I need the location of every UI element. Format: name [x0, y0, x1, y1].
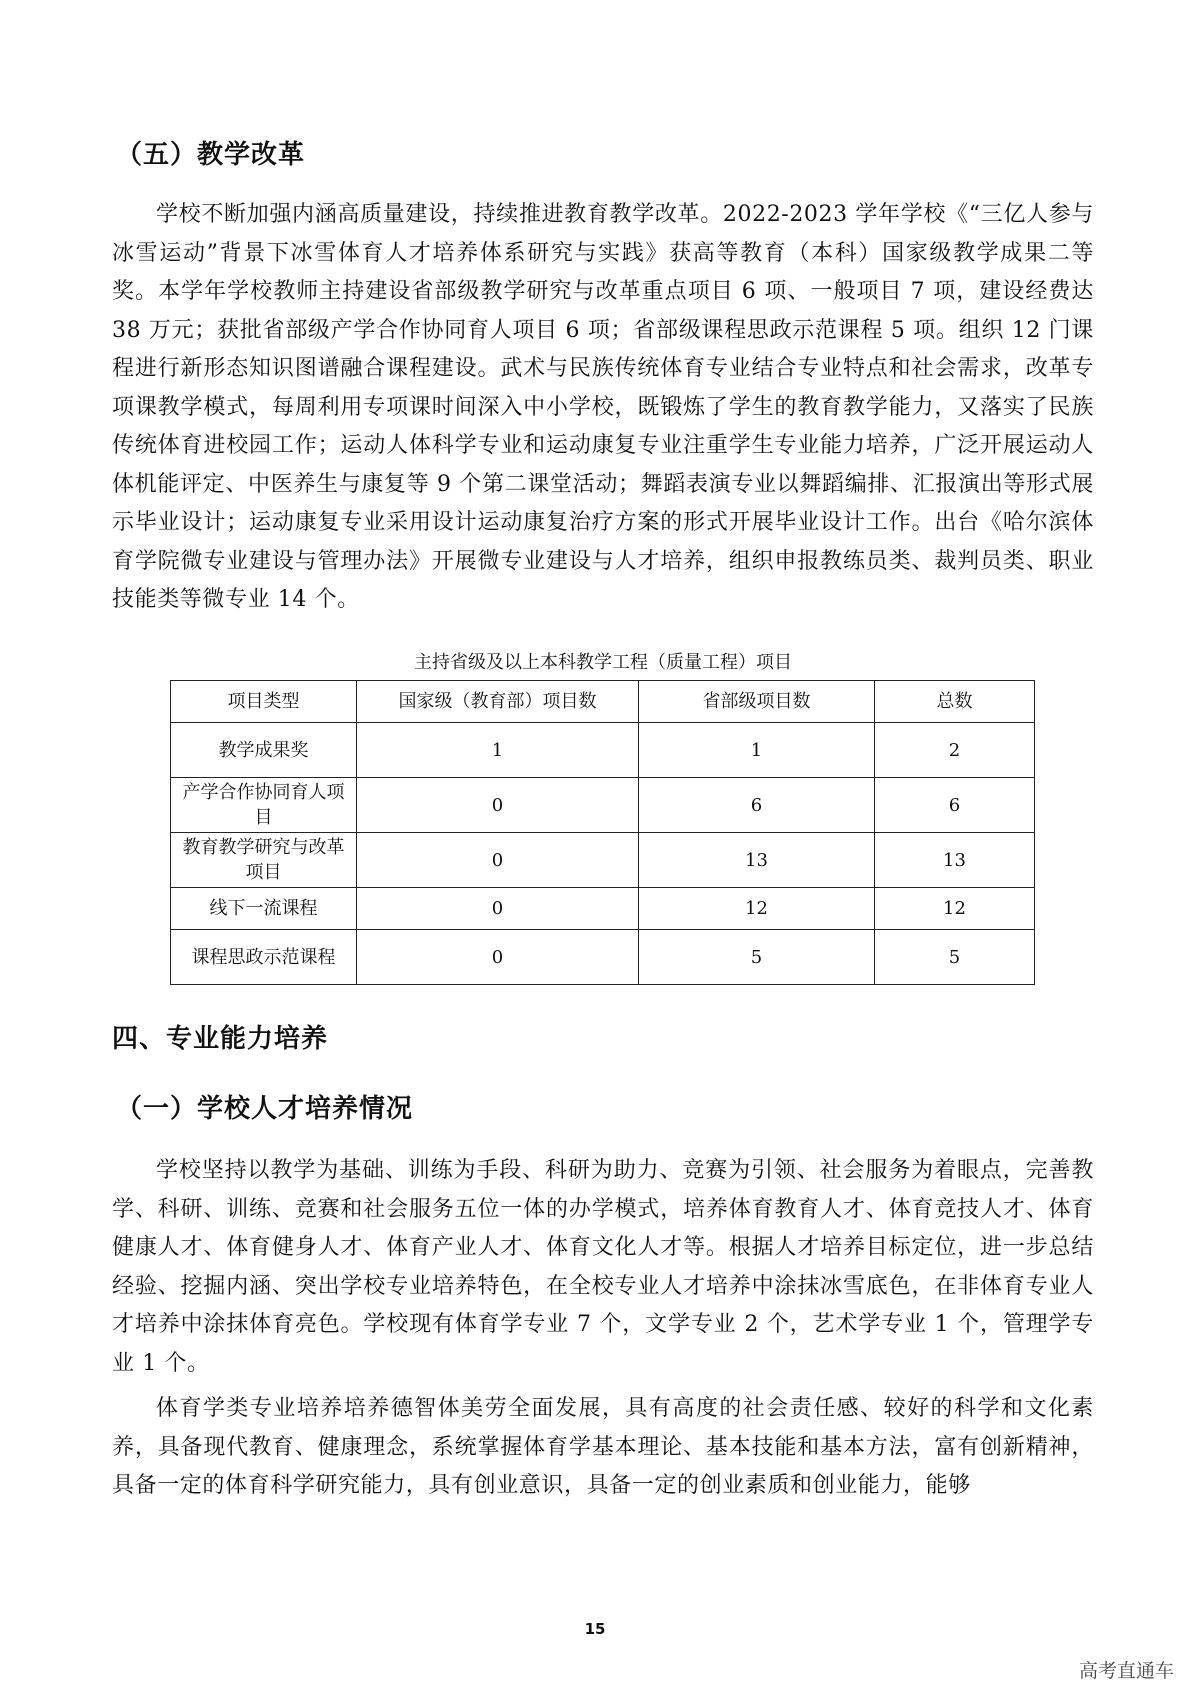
table-header-row [171, 681, 1035, 723]
table-row [171, 723, 1035, 778]
table-header-cell: 项目类型 [171, 681, 357, 723]
table-cell: 6 [875, 778, 1035, 833]
table-cell: 产学合作协同育人项目 [171, 778, 357, 833]
table-cell: 线下一流课程 [171, 888, 357, 930]
table-cell: 13 [639, 833, 875, 888]
table-cell: 课程思政示范课程 [171, 930, 357, 985]
paragraph-talent-cultivation: 学校坚持以教学为基础、训练为手段、科研为助力、竞赛为引领、社会服务为着眼点，完善教学、科研、训练、竞赛和社会服务五位一体的办学模式，培养体育教育人才、体育竞技人才、体育健康人才、体育健身人才、体育产业人才、体育文化人才等。根据人才培养目标定位，进一步总结经验、挖掘内涵、突出学校专业培养特色，在全校专业人才培养中涂抹冰雪底色，在非体育专业人才培养中涂抹体育亮色。学校现有体育学专业 7 个，文学专业 2 个，艺术学专业 1 个，管理学专业 1 个。 [112, 1158, 1094, 1376]
table-cell: 1 [639, 723, 875, 778]
table-cell: 2 [875, 723, 1035, 778]
table-cell: 教育教学研究与改革项目 [171, 833, 357, 888]
table-header-cell: 总数 [875, 681, 1035, 723]
page-number: 15 [584, 1620, 606, 1638]
table-cell: 12 [875, 888, 1035, 930]
projects-table [170, 680, 1035, 985]
table-caption: 主持省级及以上本科教学工程（质量工程）项目 [414, 652, 792, 673]
table-cell: 0 [357, 930, 639, 985]
table-cell: 5 [639, 930, 875, 985]
watermark: 高考直通车 [1078, 1660, 1174, 1682]
table-cell: 1 [357, 723, 639, 778]
table-row [171, 888, 1035, 930]
table-row [171, 930, 1035, 985]
paragraph-teaching-reform: 学校不断加强内涵高质量建设，持续推进教育教学改革。2022-2023 学年学校《“三亿人参与冰雪运动”背景下冰雪体育人才培养体系研究与实践》获高等教育（本科）国家级教学成果二等奖。本学年学校教师主持建设省部级教学研究与改革重点项目 6 项、一般项目 7 项，建设经费达 38 万元；获批省部级产学合作协同育人项目 6 项；省部级课程思政示范课程 5 项。组织 12 门课程进行新形态知识图谱融合课程建设。武术与民族传统体育专业结合专业特点和社会需求，改革专项课教学模式，每周利用专项课时间深入中小学校，既锻炼了学生的教育教学能力，又落实了民族传统体育进校园工作；运动人体科学专业和运动康复专业注重学生专业能力培养，广泛开展运动人体机能评定、中医养生与康复等 9 个第二课堂活动；舞蹈表演专业以舞蹈编排、汇报演出等形式展示毕业设计；运动康复专业采用设计运动康复治疗方案的形式开展毕业设计工作。出台《哈尔滨体育学院微专业建设与管理办法》开展微专业建设与人才培养，组织申报教练员类、裁判员类、职业技能类等微专业 14 个。 [112, 202, 1094, 612]
table-cell: 0 [357, 888, 639, 930]
table-cell: 12 [639, 888, 875, 930]
table-header-cell: 省部级项目数 [639, 681, 875, 723]
section-heading-talent-cultivation: （一）学校人才培养情况 [116, 1094, 414, 1124]
table-header-cell: 国家级（教育部）项目数 [357, 681, 639, 723]
section-heading-teaching-reform: （五）教学改革 [116, 140, 306, 170]
paragraph-sports-majors: 体育学类专业培养培养德智体美劳全面发展，具有高度的社会责任感、较好的科学和文化素养，具备现代教育、健康理念，系统掌握体育学基本理论、基本技能和基本方法，富有创新精神，具备一定的体育科学研究能力，具有创业意识，具备一定的创业素质和创业能力，能够 [112, 1396, 1094, 1498]
table-cell: 6 [639, 778, 875, 833]
table-cell: 0 [357, 833, 639, 888]
table-cell: 0 [357, 778, 639, 833]
table-cell: 5 [875, 930, 1035, 985]
table-row [171, 833, 1035, 888]
table-cell: 教学成果奖 [171, 723, 357, 778]
table-cell: 13 [875, 833, 1035, 888]
table-row [171, 778, 1035, 833]
chapter-heading-professional-ability: 四、专业能力培养 [112, 1024, 329, 1054]
